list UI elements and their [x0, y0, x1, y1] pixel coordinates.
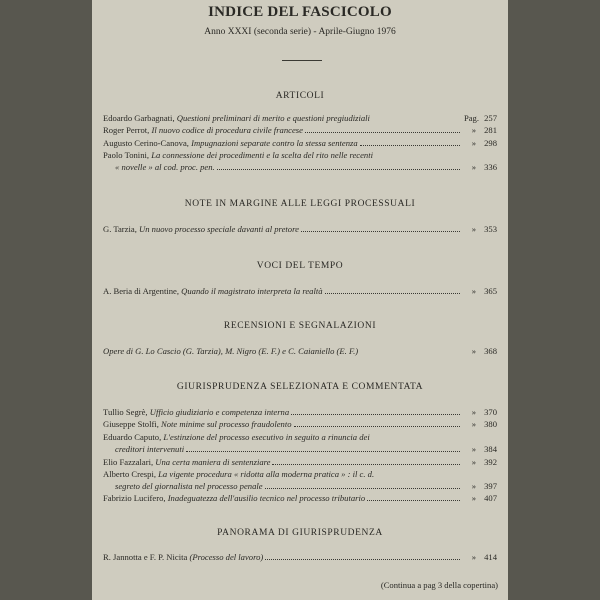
dot-leader [186, 444, 460, 452]
page-number: 336 [484, 162, 497, 173]
issue-subtitle: Anno XXXI (seconda serie) - Aprile-Giugno 1976 [204, 27, 396, 37]
entry-author: G. Tarzia, [103, 224, 137, 234]
dot-leader [265, 481, 460, 489]
page-number: 298 [484, 138, 497, 148]
entry-author: R. Jannotta e F. P. Nicita [103, 552, 188, 562]
toc-entry [103, 418, 497, 430]
section-heading-panorama: PANORAMA DI GIURISPRUDENZA [217, 528, 383, 538]
page-number: 380 [484, 419, 497, 429]
dot-leader [305, 125, 460, 133]
ditto-mark: » [471, 125, 476, 135]
dot-leader [360, 138, 460, 146]
entry-title: Un nuovo processo speciale davanti al pretore [139, 224, 299, 234]
toc-entry [103, 551, 497, 563]
page-number: 257 [484, 113, 497, 123]
section-heading-articoli: ARTICOLI [275, 91, 325, 101]
toc-entry [103, 468, 497, 492]
toc-entry [103, 124, 497, 136]
entry-title-continued: « novelle » al cod. proc. pen. [115, 162, 215, 173]
index-page [92, 0, 508, 600]
dot-leader [325, 286, 460, 294]
ditto-mark: » [471, 224, 476, 234]
dot-leader [301, 224, 460, 232]
ditto-mark: » [471, 481, 476, 492]
page-number: 392 [484, 457, 497, 467]
page-number: 365 [484, 286, 497, 296]
toc-entry [103, 345, 497, 357]
entry-title: Inadeguatezza dell'ausilio tecnico nel processo tributario [167, 493, 366, 503]
page-number: 397 [484, 481, 497, 492]
toc-entry [103, 492, 497, 504]
entry-author: Edoardo Garbagnati, [103, 113, 175, 123]
toc-entry [103, 406, 497, 418]
page-label: Pag. [463, 113, 479, 123]
page-number: 407 [484, 493, 497, 503]
entry-author: Alberto Crespi, [103, 469, 156, 479]
section-heading-giurisprudenza: GIURISPRUDENZA SELEZIONATA E COMMENTATA [176, 382, 424, 392]
ditto-mark: » [471, 419, 476, 429]
page-number: 370 [484, 407, 497, 417]
entry-author: A. Beria di Argentine, [103, 286, 179, 296]
entry-author: Fabrizio Lucifero, [103, 493, 166, 503]
ditto-mark: » [471, 346, 476, 356]
toc-entry [103, 149, 497, 173]
entry-title: Una certa maniera di sentenziare [155, 457, 271, 467]
entry-title: Il nuovo codice di procedura civile francese [151, 125, 303, 135]
ditto-mark: » [471, 162, 476, 173]
section-heading-note: NOTE IN MARGINE ALLE LEGGI PROCESSUALI [184, 199, 416, 209]
entry-title-continued: segreto del giornalista nel processo penale [115, 481, 263, 492]
dot-leader [217, 162, 460, 170]
toc-entry [103, 137, 497, 149]
dot-leader [367, 493, 460, 501]
ditto-mark: » [471, 493, 476, 503]
dot-leader [294, 419, 460, 427]
entry-author: Giuseppe Stolfi, [103, 419, 159, 429]
toc-entry [103, 112, 497, 124]
entry-title: Quando il magistrato interpreta la realtà [181, 286, 323, 296]
entry-title: Ufficio giudiziario e competenza interna [149, 407, 290, 417]
entry-title-continued: creditori intervenuti [115, 444, 185, 455]
ditto-mark: » [471, 552, 476, 562]
page-number: 281 [484, 125, 497, 135]
section-heading-voci: VOCI DEL TEMPO [256, 261, 344, 271]
ditto-mark: » [471, 457, 476, 467]
page-number: 368 [484, 346, 497, 356]
dot-leader [265, 552, 460, 560]
page-number: 414 [484, 552, 497, 562]
ditto-mark: » [471, 138, 476, 148]
page-number: 353 [484, 224, 497, 234]
entry-title: La vigente procedura « ridotta alla moderna pratica » : il c. d. [158, 469, 375, 479]
ditto-mark: » [471, 286, 476, 296]
entry-title: (Processo del lavoro) [189, 552, 264, 562]
entry-title: Impugnazioni separate contro la stessa sentenza [191, 138, 358, 148]
dot-leader [291, 407, 460, 415]
entry-author: Tullio Segrè, [103, 407, 148, 417]
entry-title: L'estinzione del processo esecutivo in seguito a rinuncia dei [163, 432, 370, 442]
page-number: 384 [484, 444, 497, 455]
ditto-mark: » [471, 407, 476, 417]
continuation-note: (Continua a pag 3 della copertina) [380, 580, 498, 590]
section-heading-recensioni: RECENSIONI E SEGNALAZIONI [223, 321, 377, 331]
entry-author: Paolo Tonini, [103, 150, 150, 160]
entry-title: Opere di G. Lo Cascio (G. Tarzia), M. Nigro (E. F.) e C. Caianiello (E. F.) [103, 346, 359, 356]
ditto-mark: » [471, 444, 476, 455]
dot-leader [272, 457, 460, 465]
page-title: INDICE DEL FASCICOLO [208, 4, 392, 20]
toc-entry [103, 223, 497, 235]
entry-title: Questioni preliminari di merito e questioni pregiudiziali [176, 113, 370, 123]
toc-entry [103, 456, 497, 468]
entry-author: Eduardo Caputo, [103, 432, 162, 442]
entry-author: Roger Perrot, [103, 125, 150, 135]
entry-title: La connessione dei procedimenti e la scelta del rito nelle recenti [151, 150, 373, 160]
toc-entry [103, 285, 497, 297]
toc-entry [103, 431, 497, 455]
entry-title: Note minime sul processo fraudolento [161, 419, 292, 429]
entry-author: Elio Fazzalari, [103, 457, 154, 467]
entry-author: Augusto Cerino-Canova, [103, 138, 189, 148]
title-divider [282, 60, 322, 61]
